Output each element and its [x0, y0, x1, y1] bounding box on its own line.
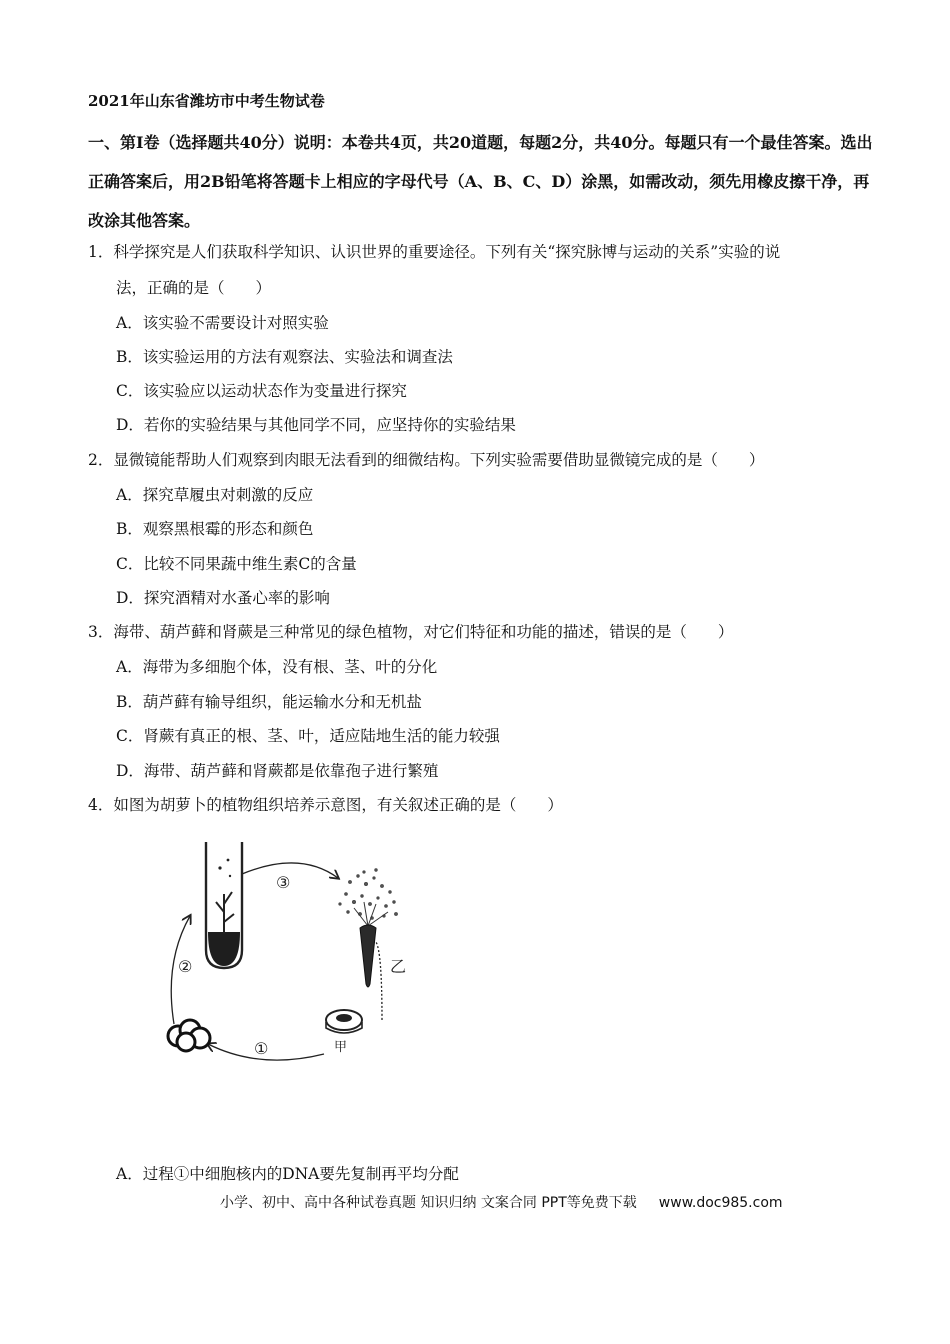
footer-url[interactable]: www.doc985.com: [658, 1195, 783, 1211]
petri-dish-icon: [326, 1010, 362, 1033]
question-1-option-b: B．该实验运用的方法有观察法、实验法和调查法: [116, 348, 453, 366]
question-3-option-c: C．肾蕨有真正的根、茎、叶，适应陆地生活的能力较强: [116, 727, 500, 745]
label-step-1: ①: [254, 1039, 269, 1058]
section-instructions: 一、第Ⅰ卷（选择题共40分）说明：本卷共4页，共20道题，每题2分，共40分。每题只有一个最佳答案。选出正确答案后，用2B铅笔将答题卡上相应的字母代号（A、B、C、D）涂黑，如需改动，须先用橡皮擦干净，再改涂其他答案。: [88, 133, 873, 230]
question-3-option-a: A．海带为多细胞个体，没有根、茎、叶的分化: [116, 658, 438, 676]
page-footer: [220, 1192, 783, 1212]
question-3-option-d: D．海带、葫芦藓和肾蕨都是依靠孢子进行繁殖: [116, 762, 439, 780]
question-2-option-b: B．观察黑根霉的形态和颜色: [116, 520, 314, 538]
tissue-culture-figure: [150, 832, 480, 1082]
question-1-option-d: D．若你的实验结果与其他同学不同，应坚持你的实验结果: [116, 416, 516, 434]
label-jia: 甲: [334, 1040, 348, 1055]
footer-text: 小学、初中、高中各种试卷真题 知识归纳 文案合同 PPT等免费下载: [220, 1195, 637, 1211]
question-1-option-a: A．该实验不需要设计对照实验: [116, 314, 329, 332]
label-step-3: ③: [276, 873, 291, 892]
question-2-option-a: A．探究草履虫对刺激的反应: [116, 486, 314, 504]
question-2-stem: 2．显微镜能帮助人们观察到肉眼无法看到的细微结构。下列实验需要借助显微镜完成的是（ ）: [88, 451, 765, 469]
cell-cluster-icon: [168, 1020, 210, 1051]
question-1-stem-cont: 法，正确的是（ ）: [116, 279, 272, 297]
question-1-stem: 1．科学探究是人们获取科学知识、认识世界的重要途径。下列有关“探究脉博与运动的关系”实验的说: [88, 243, 781, 261]
question-3-option-b: B．葫芦藓有输导组织，能运输水分和无机盐: [116, 693, 422, 711]
label-step-2: ②: [178, 957, 193, 976]
arc-right: [376, 942, 382, 1020]
question-2-option-c: C．比较不同果蔬中维生素C的含量: [116, 555, 357, 573]
question-2-option-d: D．探究酒精对水蚤心率的影响: [116, 589, 330, 607]
exam-title: 2021年山东省潍坊市中考生物试卷: [88, 92, 325, 110]
test-tube-icon: [206, 842, 242, 968]
question-4-option-a: A．过程①中细胞核内的DNA要先复制再平均分配: [116, 1165, 459, 1183]
question-4-stem: 4．如图为胡萝卜的植物组织培养示意图，有关叙述正确的是（ ）: [88, 796, 563, 814]
question-3-stem: 3．海带、葫芦藓和肾蕨是三种常见的绿色植物，对它们特征和功能的描述，错误的是（ ）: [88, 623, 734, 641]
question-1-option-c: C．该实验应以运动状态作为变量进行探究: [116, 382, 407, 400]
label-yi: 乙: [390, 957, 407, 976]
carrot-plant-icon: [339, 869, 398, 987]
